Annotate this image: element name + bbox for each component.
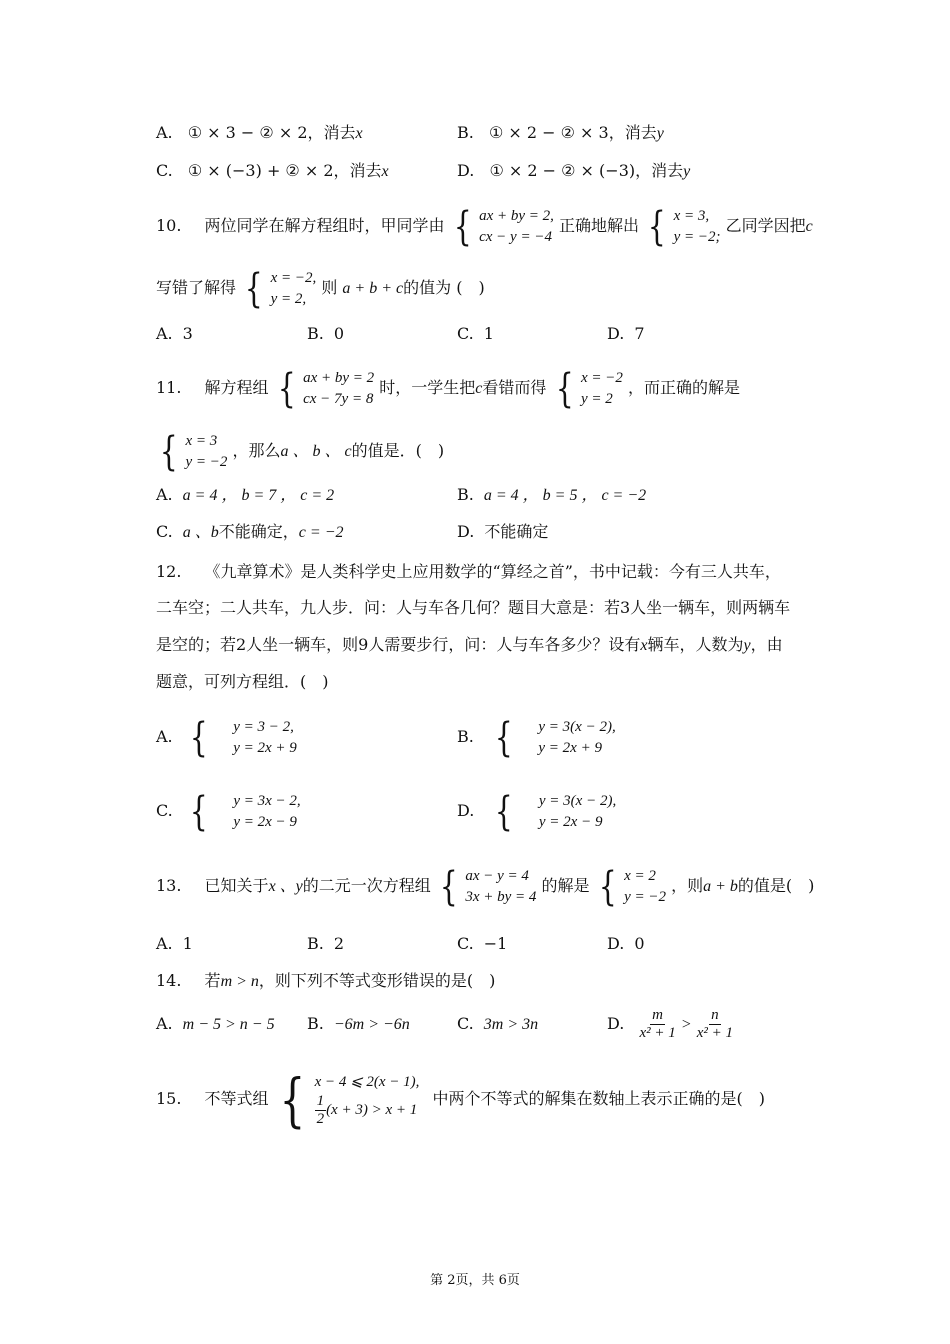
question-text: 两位同学在解方程组时，甲同学由	[204, 216, 445, 235]
q12-stem-line3	[156, 634, 783, 657]
option-label: C.	[457, 1014, 474, 1033]
q11-option-a	[156, 484, 334, 507]
brace-icon: {	[555, 365, 574, 412]
option-label: B.	[307, 1014, 324, 1033]
brace-icon: {	[598, 863, 617, 910]
option-text: a = 4 ， b = 7 ， c = 2	[182, 487, 335, 504]
question-text: 乙同学因把	[725, 216, 806, 235]
option-label: C.	[156, 161, 173, 180]
q13-option-a	[156, 933, 193, 955]
solution-system	[595, 863, 666, 910]
equation: ax − y = 4	[465, 867, 529, 884]
solution-system	[644, 203, 721, 250]
question-text: 则	[321, 278, 338, 297]
option-text: 7	[634, 324, 645, 343]
equation: y = 2x + 9	[233, 739, 297, 756]
option-label: D.	[457, 801, 475, 820]
q13-option-b	[307, 933, 344, 955]
inequality-tail: (x + 3) > x + 1	[326, 1101, 418, 1118]
q10-option-d	[607, 323, 645, 345]
question-text: 《九章算术》是人类科学史上应用数学的“算经之首”，书中记载：今有三人共车，	[204, 562, 781, 581]
equation: y = −2	[624, 888, 666, 905]
question-text: 正确地解出	[559, 216, 640, 235]
equation-system	[436, 863, 537, 910]
option-label: C.	[156, 801, 173, 820]
math-vars: x 、y	[268, 878, 303, 895]
equation: cx − 7y = 8	[303, 390, 374, 407]
option-label: B.	[457, 727, 474, 746]
q9-option-a	[156, 122, 363, 145]
q12-option-d	[457, 786, 616, 836]
q13-stem	[156, 863, 814, 910]
fraction	[315, 1093, 327, 1128]
question-text: 的值是．( )	[351, 441, 445, 460]
solution-system	[241, 265, 317, 312]
option-var: y	[656, 125, 664, 142]
option-text: 3m > 3n	[483, 1016, 539, 1033]
option-label: B.	[307, 324, 324, 343]
solution-system	[552, 365, 623, 412]
equation: ax + by = 2,	[479, 207, 554, 224]
math-var: y	[743, 637, 751, 654]
question-number: 12.	[156, 562, 182, 581]
equation-system	[491, 788, 617, 835]
q12-stem-line2	[156, 597, 790, 619]
fraction-numerator: m	[652, 1007, 663, 1023]
inequality	[315, 1093, 420, 1128]
option-vars: a 、b	[182, 524, 219, 541]
question-text: 解方程组	[204, 378, 269, 397]
equation: y = 2	[580, 390, 613, 407]
question-text: 的值为 ( )	[403, 278, 485, 297]
equation: 3x + by = 4	[465, 888, 537, 905]
q11-option-b	[457, 484, 646, 507]
option-text: ① × (−3) + ② × 2，消去	[187, 161, 382, 180]
option-label: D.	[607, 934, 625, 953]
option-label: C.	[457, 324, 474, 343]
question-number: 10.	[156, 216, 182, 235]
equation: y = 2x + 9	[538, 739, 602, 756]
brace-icon: {	[453, 203, 472, 250]
option-text: a = 4 ， b = 5 ， c = −2	[483, 487, 647, 504]
option-label: B.	[457, 123, 474, 142]
q10-option-a	[156, 323, 193, 345]
equation: y = 2x − 9	[233, 813, 297, 830]
inequality: x − 4 ⩽ 2(x − 1),	[314, 1074, 420, 1090]
option-label: B.	[307, 934, 324, 953]
equation-system	[186, 788, 301, 835]
math-vars: a 、 b 、 c	[280, 443, 352, 460]
brace-icon: {	[279, 1065, 306, 1134]
brace-icon: {	[189, 788, 208, 835]
question-text: 的二元一次方程组	[302, 876, 431, 895]
equation-system	[491, 714, 616, 761]
q12-stem-line4	[156, 671, 329, 693]
q14-option-d	[607, 1002, 733, 1047]
brace-icon: {	[494, 714, 513, 761]
question-number: 13.	[156, 876, 182, 895]
equation: x = 2	[624, 867, 656, 884]
brace-icon: {	[495, 788, 514, 835]
question-text: 时，一学生把	[379, 378, 476, 397]
q9-option-d	[457, 160, 690, 183]
fraction-numerator: 1	[316, 1093, 325, 1109]
option-label: A.	[156, 934, 173, 953]
page-footer: 第 2页，共 6页	[430, 1273, 520, 1288]
q14-option-a	[156, 1013, 275, 1036]
equation: x = −2,	[270, 269, 317, 286]
question-text: ，则	[671, 876, 704, 895]
option-text: 3	[182, 324, 193, 343]
q14-stem	[156, 970, 495, 993]
question-number: 11.	[156, 378, 182, 397]
option-var: x	[381, 163, 389, 180]
question-text: 的值是( )	[737, 876, 815, 895]
q14-option-b	[307, 1013, 410, 1036]
q12-option-b	[457, 712, 616, 762]
q11-option-d	[457, 521, 548, 543]
math-expression: a + b	[703, 878, 738, 895]
brace-icon: {	[277, 365, 296, 412]
question-text: 已知关于	[204, 876, 269, 895]
q9-option-c	[156, 160, 389, 183]
question-text: 题意，可列方程组．( )	[156, 672, 329, 691]
q13-option-c	[457, 933, 507, 955]
option-label: A.	[156, 324, 173, 343]
brace-icon: {	[244, 265, 263, 312]
option-text: 不能确定，	[218, 522, 299, 541]
option-label: D.	[457, 161, 475, 180]
inequality-system	[274, 1065, 420, 1134]
fraction-denominator: x² + 1	[639, 1025, 676, 1041]
q12-option-a	[156, 712, 297, 762]
q12-option-c	[156, 786, 301, 836]
fraction	[639, 1007, 675, 1042]
q11-stem-line1	[156, 365, 740, 412]
option-label: A.	[156, 727, 173, 746]
equation: ax + by = 2	[303, 369, 375, 386]
question-text: 若	[204, 971, 221, 990]
question-text: 的解是	[541, 876, 590, 895]
equation: y = −2	[185, 453, 228, 470]
equation-system	[274, 365, 375, 412]
option-label: C.	[156, 522, 173, 541]
question-text: 辆车，人数为	[647, 635, 744, 654]
option-text: 0	[333, 324, 345, 343]
equation: y = 3(x − 2),	[538, 792, 617, 809]
q15-stem	[156, 1064, 765, 1134]
q11-stem-line2	[156, 428, 444, 475]
question-text: ，那么	[232, 441, 281, 460]
solution-system	[156, 428, 228, 475]
equation: cx − y = −4	[479, 228, 552, 245]
option-text: −1	[483, 934, 508, 953]
option-label: A.	[156, 1014, 173, 1033]
option-label: A.	[156, 485, 173, 504]
equation: y = 3x − 2,	[233, 792, 301, 809]
option-label: D.	[607, 1014, 625, 1033]
q11-option-c	[156, 521, 344, 544]
math-var: c	[475, 380, 483, 397]
q10-option-b	[307, 323, 344, 345]
q12-stem-line1	[156, 561, 781, 583]
option-var: x	[355, 125, 363, 142]
question-text: ，而正确的解是	[627, 378, 740, 397]
question-text: 二车空；二人共车，九人步．问：人与车各几何？题目大意是：若3人坐一辆车，则两辆车	[156, 598, 791, 617]
option-label: D.	[607, 324, 625, 343]
q10-stem-line2	[156, 265, 485, 312]
equation-system	[450, 203, 554, 250]
question-number: 14.	[156, 971, 182, 990]
option-var: y	[683, 163, 691, 180]
question-text: 是空的；若2人坐一辆车，则9人需要步行，问：人与车各多少？设有	[156, 635, 641, 654]
option-text: ① × 2 − ② × (−3)，消去	[489, 161, 684, 180]
math-operator: >	[680, 1016, 692, 1033]
equation: y = 3 − 2,	[233, 718, 294, 735]
equation: y = 3(x − 2),	[538, 718, 616, 735]
brace-icon: {	[439, 863, 458, 910]
option-text: ① × 2 − ② × 3，消去	[488, 123, 657, 142]
option-text: 2	[333, 934, 345, 953]
fraction-numerator: n	[711, 1007, 719, 1023]
option-text: 1	[182, 934, 193, 953]
option-label: A.	[156, 123, 173, 142]
brace-icon: {	[647, 203, 666, 250]
q10-stem-line1	[156, 203, 813, 250]
question-text: 中两个不等式的解集在数轴上表示正确的是( )	[432, 1089, 766, 1108]
equation: y = 2,	[270, 290, 307, 307]
option-text: 1	[483, 324, 494, 343]
question-text: ，由	[750, 635, 783, 654]
equation: x = 3	[185, 432, 218, 449]
q9-option-b	[457, 122, 664, 145]
equation: x = −2	[580, 369, 623, 386]
question-text: ，则下列不等式变形错误的是( )	[258, 971, 496, 990]
math-var: c	[805, 218, 813, 235]
brace-icon: {	[189, 714, 208, 761]
fraction-denominator: x² + 1	[696, 1025, 733, 1041]
equation: y = 2x − 9	[538, 813, 603, 830]
question-text: 写错了解得	[156, 278, 237, 297]
question-text: 不等式组	[204, 1089, 269, 1108]
question-text: 看错而得	[482, 378, 547, 397]
option-text: 不能确定	[484, 522, 549, 541]
option-label: D.	[457, 522, 475, 541]
option-text: ① × 3 − ② × 2，消去	[187, 123, 356, 142]
fraction	[697, 1007, 733, 1042]
brace-icon: {	[159, 428, 178, 475]
fraction-denominator: 2	[316, 1111, 325, 1127]
question-number: 15.	[156, 1089, 182, 1108]
option-expression: c = −2	[298, 524, 344, 541]
equation: y = −2;	[673, 228, 721, 245]
math-expression: m > n	[220, 973, 259, 990]
option-text: −6m > −6n	[333, 1016, 410, 1033]
equation-system	[186, 714, 297, 761]
option-text: 0	[634, 934, 645, 953]
math-var: x	[640, 637, 648, 654]
equation: x = 3,	[673, 207, 710, 224]
math-expression: a + b + c	[342, 280, 404, 297]
option-text: m − 5 > n − 5	[182, 1016, 275, 1033]
q14-option-c	[457, 1013, 538, 1036]
q13-option-d	[607, 933, 645, 955]
q10-option-c	[457, 323, 494, 345]
option-label: C.	[457, 934, 474, 953]
option-label: B.	[457, 485, 474, 504]
